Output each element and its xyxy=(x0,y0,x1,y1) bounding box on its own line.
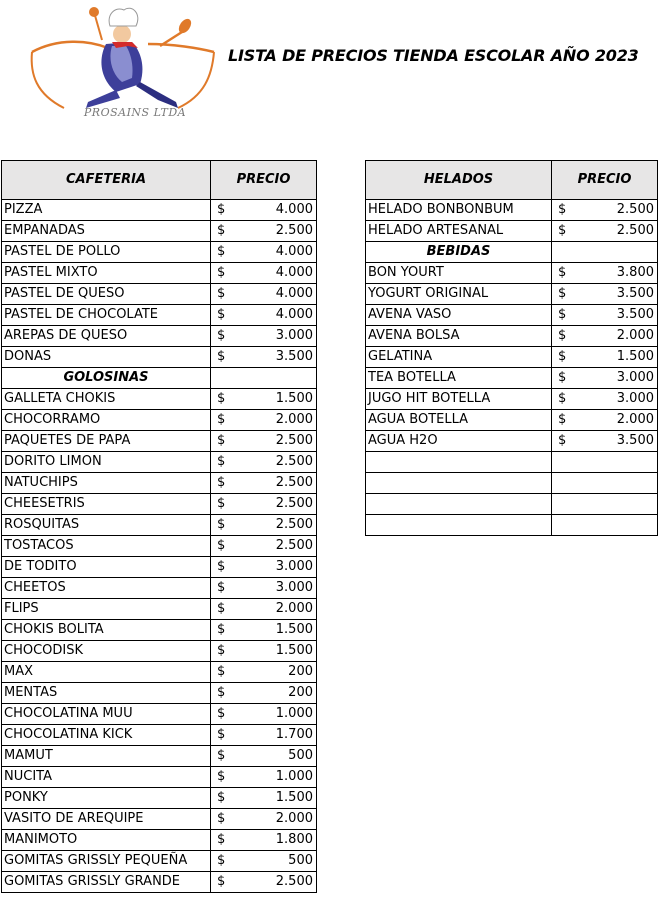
item-name: MAX xyxy=(2,662,211,683)
item-name: PASTEL MIXTO xyxy=(2,263,211,284)
currency-symbol: $ xyxy=(217,580,226,595)
price-value: 2.000 xyxy=(275,811,313,826)
table-row xyxy=(2,284,317,305)
currency-symbol: $ xyxy=(558,223,567,238)
table-row xyxy=(2,326,317,347)
item-name: HELADO BONBONBUM xyxy=(366,200,552,221)
table-row xyxy=(2,347,317,368)
item-price xyxy=(552,410,658,431)
price-value: 2.500 xyxy=(275,517,313,532)
item-price xyxy=(211,620,317,641)
currency-symbol: $ xyxy=(217,790,226,805)
item-price xyxy=(552,200,658,221)
price-value: 3.500 xyxy=(616,307,654,322)
page-title: LISTA DE PRECIOS TIENDA ESCOLAR AÑO 2023 xyxy=(228,46,639,65)
item-price xyxy=(552,221,658,242)
currency-symbol: $ xyxy=(217,496,226,511)
item-name: AREPAS DE QUESO xyxy=(2,326,211,347)
currency-symbol: $ xyxy=(217,517,226,532)
item-price xyxy=(552,263,658,284)
price-value: 2.500 xyxy=(275,538,313,553)
table-row xyxy=(2,599,317,620)
table-row xyxy=(2,221,317,242)
table-row xyxy=(2,809,317,830)
item-name: GALLETA CHOKIS xyxy=(2,389,211,410)
price-value: 1.500 xyxy=(616,349,654,364)
currency-symbol: $ xyxy=(217,307,226,322)
currency-symbol: $ xyxy=(217,202,226,217)
item-price xyxy=(211,263,317,284)
item-price xyxy=(211,473,317,494)
table-row xyxy=(2,494,317,515)
empty-row xyxy=(366,515,658,536)
currency-symbol: $ xyxy=(217,349,226,364)
item-name: TOSTACOS xyxy=(2,536,211,557)
price-value: 3.000 xyxy=(275,580,313,595)
item-name: PONKY xyxy=(2,788,211,809)
table-row xyxy=(2,473,317,494)
currency-symbol: $ xyxy=(217,559,226,574)
item-name: DORITO LIMON xyxy=(2,452,211,473)
currency-symbol: $ xyxy=(217,244,226,259)
currency-symbol: $ xyxy=(558,412,567,427)
table-row xyxy=(2,389,317,410)
item-name: FLIPS xyxy=(2,599,211,620)
item-name: EMPANADAS xyxy=(2,221,211,242)
item-name: BON YOURT xyxy=(366,263,552,284)
table-row xyxy=(366,221,658,242)
empty-cell xyxy=(552,515,658,536)
item-price xyxy=(211,683,317,704)
table-row xyxy=(2,872,317,893)
item-name: CHEETOS xyxy=(2,578,211,599)
table-row xyxy=(2,641,317,662)
table-row xyxy=(2,662,317,683)
currency-symbol: $ xyxy=(558,286,567,301)
empty-cell xyxy=(366,494,552,515)
currency-symbol: $ xyxy=(558,328,567,343)
table-row xyxy=(2,431,317,452)
price-value: 2.000 xyxy=(275,601,313,616)
item-price xyxy=(211,788,317,809)
currency-symbol: $ xyxy=(217,265,226,280)
price-value: 1.000 xyxy=(275,769,313,784)
empty-cell xyxy=(552,242,658,263)
table-row xyxy=(2,767,317,788)
item-price xyxy=(211,662,317,683)
empty-cell xyxy=(366,515,552,536)
table-row xyxy=(2,851,317,872)
table-row xyxy=(366,431,658,452)
empty-row xyxy=(366,452,658,473)
table-row xyxy=(2,515,317,536)
price-value: 3.000 xyxy=(275,328,313,343)
price-value: 1.500 xyxy=(275,622,313,637)
empty-cell xyxy=(552,494,658,515)
table-row xyxy=(366,200,658,221)
item-price xyxy=(552,368,658,389)
empty-cell xyxy=(366,473,552,494)
item-price xyxy=(552,389,658,410)
company-name: PROSAINS LTDA xyxy=(83,106,187,119)
item-price xyxy=(211,578,317,599)
item-price xyxy=(211,305,317,326)
item-name: PIZZA xyxy=(2,200,211,221)
currency-symbol: $ xyxy=(217,727,226,742)
item-price xyxy=(552,284,658,305)
table-row xyxy=(2,578,317,599)
currency-symbol: $ xyxy=(217,685,226,700)
empty-row xyxy=(366,494,658,515)
item-name: AGUA BOTELLA xyxy=(366,410,552,431)
item-name: AVENA VASO xyxy=(366,305,552,326)
item-name: CHOCODISK xyxy=(2,641,211,662)
price-value: 1.000 xyxy=(275,706,313,721)
currency-symbol: $ xyxy=(558,202,567,217)
item-price xyxy=(211,725,317,746)
item-name: PASTEL DE QUESO xyxy=(2,284,211,305)
currency-symbol: $ xyxy=(558,370,567,385)
empty-cell xyxy=(552,452,658,473)
item-price xyxy=(211,431,317,452)
item-name: PASTEL DE CHOCOLATE xyxy=(2,305,211,326)
currency-symbol: $ xyxy=(217,475,226,490)
price-value: 2.500 xyxy=(275,874,313,889)
golosinas-section-row xyxy=(2,368,317,389)
price-value: 2.000 xyxy=(275,412,313,427)
price-value: 1.500 xyxy=(275,790,313,805)
item-name: GELATINA xyxy=(366,347,552,368)
table-row xyxy=(2,536,317,557)
price-value: 4.000 xyxy=(275,286,313,301)
item-name: NATUCHIPS xyxy=(2,473,211,494)
currency-symbol: $ xyxy=(217,874,226,889)
cafeteria-category-header: CAFETERIA xyxy=(2,161,211,200)
item-price xyxy=(211,830,317,851)
item-name: DONAS xyxy=(2,347,211,368)
item-price xyxy=(552,431,658,452)
currency-symbol: $ xyxy=(558,391,567,406)
currency-symbol: $ xyxy=(217,832,226,847)
item-price xyxy=(211,326,317,347)
item-name: CHOKIS BOLITA xyxy=(2,620,211,641)
table-row xyxy=(2,410,317,431)
table-row xyxy=(2,620,317,641)
item-price xyxy=(211,284,317,305)
item-name: AGUA H2O xyxy=(366,431,552,452)
table-row xyxy=(366,347,658,368)
currency-symbol: $ xyxy=(217,748,226,763)
currency-symbol: $ xyxy=(217,391,226,406)
currency-symbol: $ xyxy=(558,433,567,448)
table-row xyxy=(2,683,317,704)
table-row xyxy=(2,452,317,473)
item-price xyxy=(211,746,317,767)
table-row xyxy=(2,725,317,746)
currency-symbol: $ xyxy=(217,538,226,553)
item-name: GOMITAS GRISSLY PEQUEÑA xyxy=(2,851,211,872)
table-row xyxy=(366,368,658,389)
cafeteria-price-header: PRECIO xyxy=(211,161,317,200)
item-price xyxy=(552,347,658,368)
item-price xyxy=(211,557,317,578)
price-value: 2.000 xyxy=(616,328,654,343)
table-row xyxy=(2,830,317,851)
item-price xyxy=(211,242,317,263)
table-row xyxy=(366,284,658,305)
price-value: 1.800 xyxy=(275,832,313,847)
item-price xyxy=(552,326,658,347)
table-row xyxy=(2,788,317,809)
item-price xyxy=(211,389,317,410)
currency-symbol: $ xyxy=(217,769,226,784)
item-name: MENTAS xyxy=(2,683,211,704)
empty-cell xyxy=(552,473,658,494)
item-price xyxy=(211,851,317,872)
table-row xyxy=(2,557,317,578)
price-value: 2.500 xyxy=(616,223,654,238)
price-value: 2.500 xyxy=(616,202,654,217)
price-value: 1.500 xyxy=(275,643,313,658)
currency-symbol: $ xyxy=(558,349,567,364)
price-value: 2.500 xyxy=(275,433,313,448)
table-row xyxy=(2,746,317,767)
price-value: 3.500 xyxy=(275,349,313,364)
item-price xyxy=(211,809,317,830)
currency-symbol: $ xyxy=(558,265,567,280)
price-value: 2.000 xyxy=(616,412,654,427)
item-name: DE TODITO xyxy=(2,557,211,578)
price-value: 2.500 xyxy=(275,496,313,511)
item-price xyxy=(211,536,317,557)
price-value: 3.000 xyxy=(275,559,313,574)
currency-symbol: $ xyxy=(217,811,226,826)
item-price xyxy=(211,641,317,662)
table-row xyxy=(366,305,658,326)
empty-cell xyxy=(211,368,317,389)
price-value: 200 xyxy=(288,685,313,700)
item-price xyxy=(211,452,317,473)
currency-symbol: $ xyxy=(217,412,226,427)
item-name: CHOCOLATINA KICK xyxy=(2,725,211,746)
item-price xyxy=(211,872,317,893)
currency-symbol: $ xyxy=(217,706,226,721)
bebidas-section-label: BEBIDAS xyxy=(366,242,552,263)
table-row xyxy=(366,263,658,284)
item-price xyxy=(211,221,317,242)
currency-symbol: $ xyxy=(558,307,567,322)
table-row xyxy=(2,305,317,326)
price-value: 3.500 xyxy=(616,286,654,301)
item-price xyxy=(552,305,658,326)
item-price xyxy=(211,410,317,431)
currency-symbol: $ xyxy=(217,601,226,616)
cafeteria-price-table xyxy=(1,160,317,893)
helados-category-header: HELADOS xyxy=(366,161,552,200)
table-row xyxy=(2,242,317,263)
price-value: 2.500 xyxy=(275,454,313,469)
currency-symbol: $ xyxy=(217,643,226,658)
table-row xyxy=(2,263,317,284)
price-value: 4.000 xyxy=(275,202,313,217)
currency-symbol: $ xyxy=(217,433,226,448)
item-name: GOMITAS GRISSLY GRANDE xyxy=(2,872,211,893)
currency-symbol: $ xyxy=(217,664,226,679)
item-price xyxy=(211,494,317,515)
helados-header-row xyxy=(366,161,658,200)
currency-symbol: $ xyxy=(217,223,226,238)
item-name: TEA BOTELLA xyxy=(366,368,552,389)
table-row xyxy=(2,200,317,221)
price-value: 3.000 xyxy=(616,370,654,385)
currency-symbol: $ xyxy=(217,454,226,469)
cafeteria-header-row xyxy=(2,161,317,200)
item-price xyxy=(211,515,317,536)
item-price xyxy=(211,347,317,368)
price-value: 4.000 xyxy=(275,244,313,259)
table-row xyxy=(2,704,317,725)
item-name: JUGO HIT BOTELLA xyxy=(366,389,552,410)
item-name: CHOCORRAMO xyxy=(2,410,211,431)
price-value: 1.700 xyxy=(275,727,313,742)
bebidas-section-row xyxy=(366,242,658,263)
price-value: 2.500 xyxy=(275,223,313,238)
currency-symbol: $ xyxy=(217,328,226,343)
item-name: PASTEL DE POLLO xyxy=(2,242,211,263)
helados-price-header: PRECIO xyxy=(552,161,658,200)
item-name: CHOCOLATINA MUU xyxy=(2,704,211,725)
empty-cell xyxy=(366,452,552,473)
currency-symbol: $ xyxy=(217,622,226,637)
item-name: MAMUT xyxy=(2,746,211,767)
item-name: CHEESETRIS xyxy=(2,494,211,515)
item-name: YOGURT ORIGINAL xyxy=(366,284,552,305)
currency-symbol: $ xyxy=(217,286,226,301)
item-price xyxy=(211,704,317,725)
table-row xyxy=(366,326,658,347)
price-value: 2.500 xyxy=(275,475,313,490)
golosinas-section-label: GOLOSINAS xyxy=(2,368,211,389)
price-value: 500 xyxy=(288,748,313,763)
price-value: 500 xyxy=(288,853,313,868)
item-name: HELADO ARTESANAL xyxy=(366,221,552,242)
price-value: 4.000 xyxy=(275,307,313,322)
item-name: MANIMOTO xyxy=(2,830,211,851)
item-name: AVENA BOLSA xyxy=(366,326,552,347)
price-value: 3.500 xyxy=(616,433,654,448)
helados-price-table xyxy=(365,160,658,536)
table-row xyxy=(366,410,658,431)
price-value: 4.000 xyxy=(275,265,313,280)
empty-row xyxy=(366,473,658,494)
item-name: ROSQUITAS xyxy=(2,515,211,536)
table-row xyxy=(366,389,658,410)
price-value: 200 xyxy=(288,664,313,679)
item-price xyxy=(211,200,317,221)
item-price xyxy=(211,599,317,620)
price-value: 3.000 xyxy=(616,391,654,406)
item-name: VASITO DE AREQUIPE xyxy=(2,809,211,830)
item-name: PAQUETES DE PAPA xyxy=(2,431,211,452)
item-name: NUCITA xyxy=(2,767,211,788)
price-value: 1.500 xyxy=(275,391,313,406)
currency-symbol: $ xyxy=(217,853,226,868)
item-price xyxy=(211,767,317,788)
price-value: 3.800 xyxy=(616,265,654,280)
